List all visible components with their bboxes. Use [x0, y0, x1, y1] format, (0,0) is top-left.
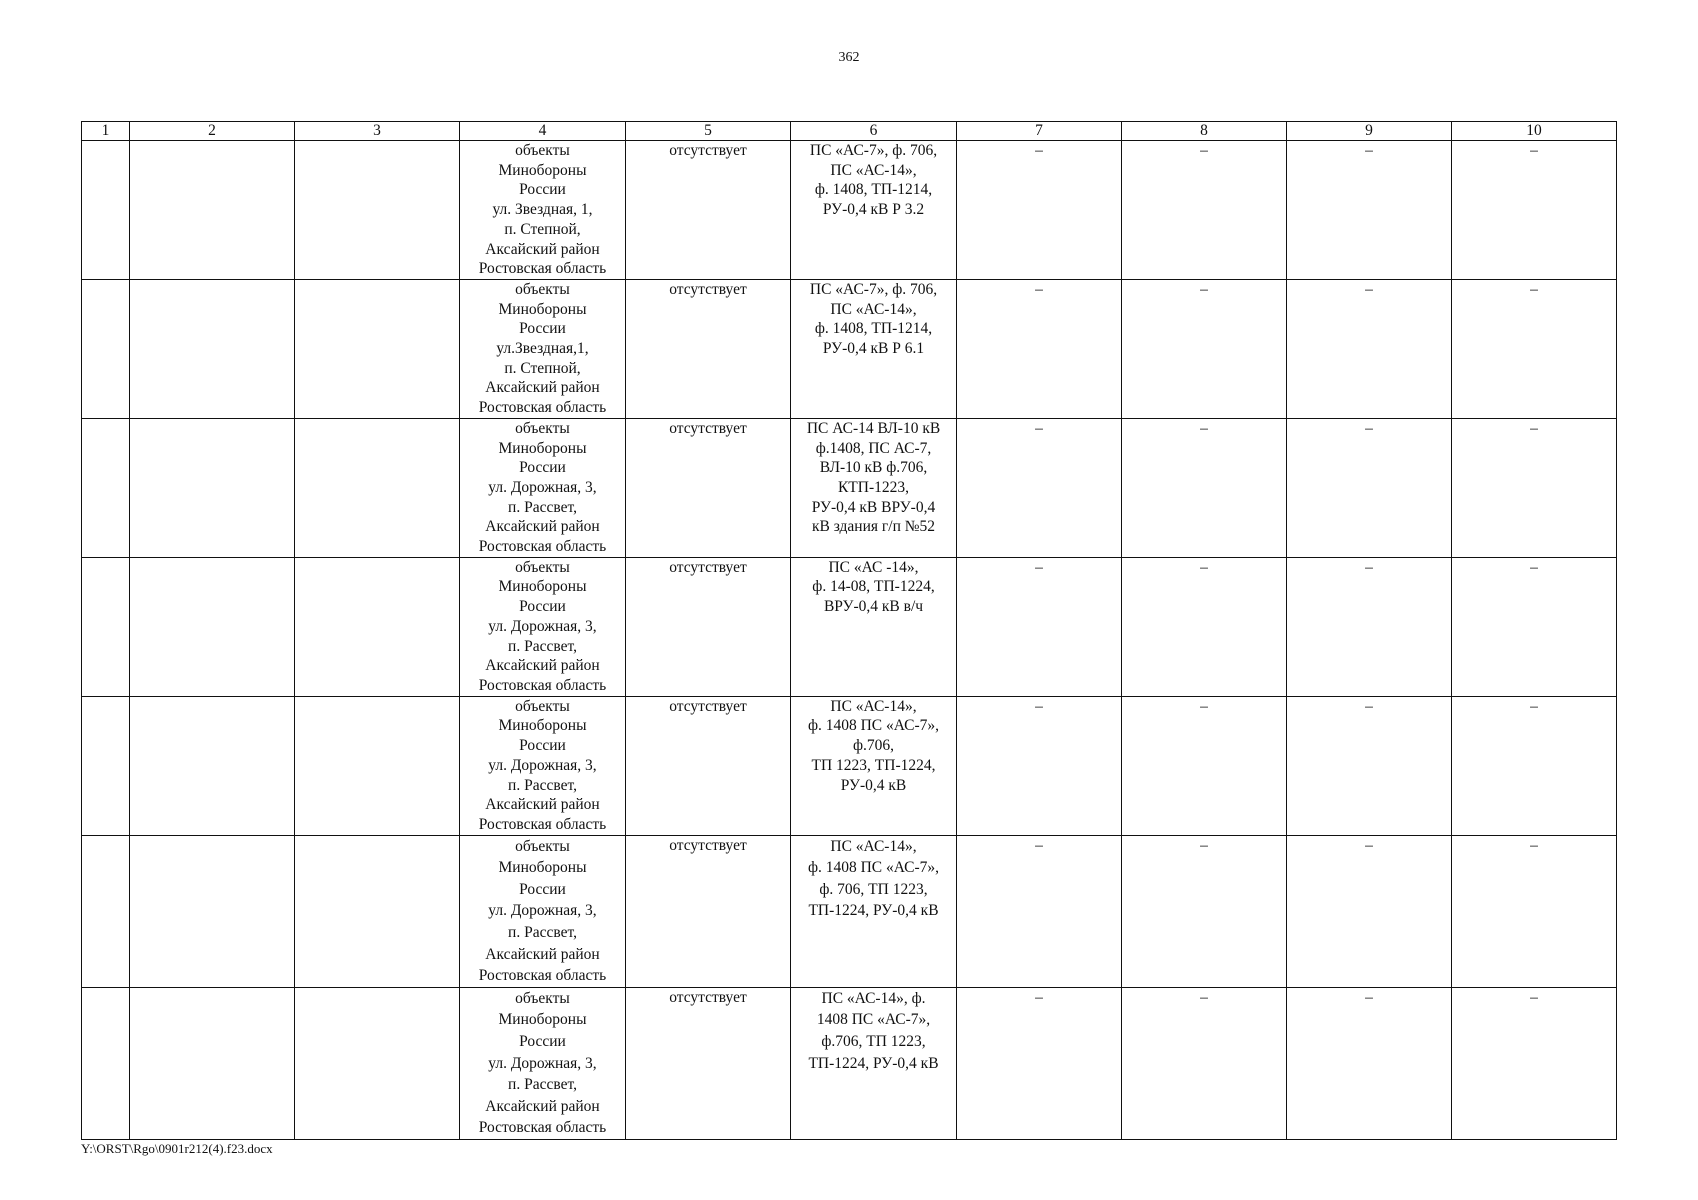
cell-connection-point: ПС АС-14 ВЛ-10 кВ ф.1408, ПС АС-7, ВЛ-10 кВ ф.706, КТП-1223, РУ-0,4 кВ ВРУ-0,4 кВ здания г/п №52: [791, 418, 957, 557]
cell-col7: –: [957, 141, 1122, 280]
cell-number: [82, 141, 130, 280]
table-row: [82, 557, 1617, 696]
cell-col8: –: [1122, 987, 1287, 1139]
cell-col9: –: [1287, 987, 1452, 1139]
cell-col9: –: [1287, 279, 1452, 418]
cell-col7: –: [957, 279, 1122, 418]
cell-col7: –: [957, 696, 1122, 835]
cell-status: отсутствует: [626, 696, 791, 835]
cell-col7: –: [957, 835, 1122, 987]
cell-connection-point: ПС «АС-14», ф. 1408 ПС «АС-7», ф.706, ТП 1223, ТП-1224, РУ-0,4 кВ: [791, 987, 957, 1139]
cell-status: отсутствует: [626, 279, 791, 418]
cell-col10: –: [1452, 557, 1617, 696]
cell-col9: –: [1287, 835, 1452, 987]
cell-number: [82, 987, 130, 1139]
cell-number: [82, 835, 130, 987]
table-row: [82, 696, 1617, 835]
cell-object-address: объекты Минобороны России ул. Дорожная, 3, п. Рассвет, Аксайский район Ростовская область: [460, 418, 626, 557]
cell-col3: [295, 696, 460, 835]
cell-col10: –: [1452, 279, 1617, 418]
cell-status: отсутствует: [626, 835, 791, 987]
table-header-row: [82, 122, 1617, 141]
table-row: [82, 987, 1617, 1139]
table-row: [82, 418, 1617, 557]
cell-col8: –: [1122, 696, 1287, 835]
cell-col2: [130, 279, 295, 418]
cell-col8: –: [1122, 418, 1287, 557]
cell-col3: [295, 987, 460, 1139]
cell-col3: [295, 418, 460, 557]
cell-col3: [295, 557, 460, 696]
cell-col8: –: [1122, 835, 1287, 987]
cell-object-address: объекты Минобороны России ул. Дорожная, 3, п. Рассвет, Аксайский район Ростовская область: [460, 696, 626, 835]
cell-col8: –: [1122, 279, 1287, 418]
footer-file-path: Y:\ORST\Rgo\0901r212(4).f23.docx: [81, 1141, 273, 1156]
cell-object-address: объекты Минобороны России ул. Дорожная, 3, п. Рассвет, Аксайский район Ростовская область: [460, 987, 626, 1139]
cell-col2: [130, 557, 295, 696]
cell-col2: [130, 696, 295, 835]
data-table: [81, 121, 1617, 1140]
cell-status: отсутствует: [626, 987, 791, 1139]
cell-col10: –: [1452, 696, 1617, 835]
cell-col10: –: [1452, 418, 1617, 557]
cell-col8: –: [1122, 557, 1287, 696]
cell-col7: –: [957, 418, 1122, 557]
table-row: [82, 279, 1617, 418]
cell-connection-point: ПС «АС-14», ф. 1408 ПС «АС-7», ф.706, ТП 1223, ТП-1224, РУ-0,4 кВ: [791, 696, 957, 835]
cell-col7: –: [957, 987, 1122, 1139]
cell-col2: [130, 835, 295, 987]
table-row: [82, 141, 1617, 280]
cell-object-address: объекты Минобороны России ул. Звездная, 1, п. Степной, Аксайский район Ростовская область: [460, 141, 626, 280]
cell-number: [82, 557, 130, 696]
cell-number: [82, 418, 130, 557]
page-number: 362: [838, 50, 860, 65]
cell-connection-point: ПС «АС -14», ф. 14-08, ТП-1224, ВРУ-0,4 кВ в/ч: [791, 557, 957, 696]
cell-col10: –: [1452, 987, 1617, 1139]
column-header-5: 5: [626, 122, 791, 141]
cell-col8: –: [1122, 141, 1287, 280]
cell-object-address: объекты Минобороны России ул. Дорожная, 3, п. Рассвет, Аксайский район Ростовская область: [460, 557, 626, 696]
column-header-9: 9: [1287, 122, 1452, 141]
cell-col9: –: [1287, 418, 1452, 557]
table-row: [82, 835, 1617, 987]
column-header-1: 1: [82, 122, 130, 141]
column-header-2: 2: [130, 122, 295, 141]
column-header-4: 4: [460, 122, 626, 141]
cell-status: отсутствует: [626, 418, 791, 557]
cell-col2: [130, 141, 295, 280]
cell-col3: [295, 141, 460, 280]
cell-col10: –: [1452, 141, 1617, 280]
cell-connection-point: ПС «АС-14», ф. 1408 ПС «АС-7», ф. 706, ТП 1223, ТП-1224, РУ-0,4 кВ: [791, 835, 957, 987]
cell-col3: [295, 279, 460, 418]
cell-col2: [130, 418, 295, 557]
column-header-10: 10: [1452, 122, 1617, 141]
cell-number: [82, 279, 130, 418]
column-header-3: 3: [295, 122, 460, 141]
cell-connection-point: ПС «АС-7», ф. 706, ПС «АС-14», ф. 1408, ТП-1214, РУ-0,4 кВ Р 6.1: [791, 279, 957, 418]
cell-col3: [295, 835, 460, 987]
cell-object-address: объекты Минобороны России ул.Звездная,1, п. Степной, Аксайский район Ростовская область: [460, 279, 626, 418]
cell-object-address: объекты Минобороны России ул. Дорожная, 3, п. Рассвет, Аксайский район Ростовская область: [460, 835, 626, 987]
cell-col9: –: [1287, 557, 1452, 696]
cell-status: отсутствует: [626, 557, 791, 696]
cell-number: [82, 696, 130, 835]
cell-col10: –: [1452, 835, 1617, 987]
cell-connection-point: ПС «АС-7», ф. 706, ПС «АС-14», ф. 1408, ТП-1214, РУ-0,4 кВ Р 3.2: [791, 141, 957, 280]
cell-col9: –: [1287, 141, 1452, 280]
column-header-7: 7: [957, 122, 1122, 141]
column-header-8: 8: [1122, 122, 1287, 141]
cell-col7: –: [957, 557, 1122, 696]
cell-status: отсутствует: [626, 141, 791, 280]
cell-col9: –: [1287, 696, 1452, 835]
column-header-6: 6: [791, 122, 957, 141]
cell-col2: [130, 987, 295, 1139]
